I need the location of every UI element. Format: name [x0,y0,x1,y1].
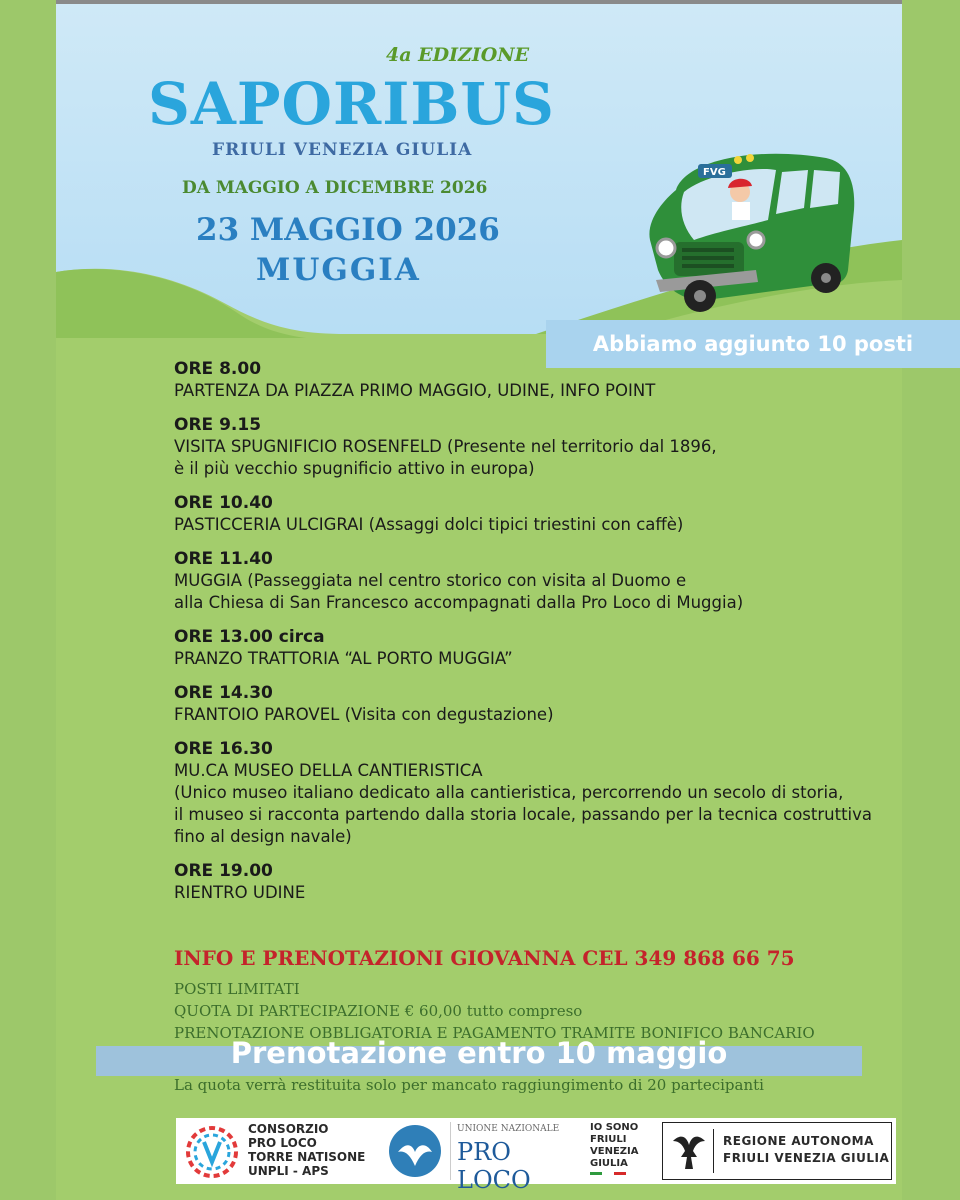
booking-contact: INFO E PRENOTAZIONI GIOVANNA CEL 349 868 66 75 [174,946,795,970]
poster [56,4,902,1200]
note-line: QUOTA DI PARTECIPAZIONE € 60,00 tutto compreso [174,1002,583,1020]
region-subtitle: FRIULI VENEZIA GIULIA [212,140,473,160]
unpli-logo [450,1122,571,1194]
unpli-main-text: PRO LOCO [457,1138,531,1194]
schedule-desc: (Unico museo italiano dedicato alla cantieristica, percorrendo un secolo di storia, [174,783,844,802]
event-title: SAPORIBUS [148,70,555,138]
edition-label: 4a EDIZIONE [386,44,530,66]
io-sono-line: IO SONO [590,1122,639,1133]
io-sono-fvg-logo [590,1122,638,1175]
eagle-emblem-icon [386,1122,444,1180]
schedule-time: ORE 9.15 [174,415,262,435]
schedule-desc: fino al design navale) [174,827,352,846]
schedule-time: ORE 14.30 [174,683,273,703]
schedule-time: ORE 19.00 [174,861,273,881]
booking-notes [174,978,815,1044]
consorzio-line: PRO LOCO [248,1136,317,1150]
schedule-desc: MU.CA MUSEO DELLA CANTIERISTICA [174,761,483,780]
consorzio-line: TORRE NATISONE [248,1150,366,1164]
schedule-desc: PRANZO TRATTORIA “AL PORTO MUGGIA” [174,649,513,668]
consorzio-line: CONSORZIO [248,1122,329,1136]
schedule-desc: PASTICCERIA ULCIGRAI (Assaggi dolci tipici triestini con caffè) [174,515,684,534]
schedule-time: ORE 11.40 [174,549,273,569]
regione-name [723,1133,889,1167]
schedule [174,358,902,916]
schedule-time: ORE 8.00 [174,359,262,379]
unpli-top-text: UNIONE NAZIONALE [457,1124,560,1134]
schedule-time: ORE 10.40 [174,493,273,513]
schedule-time: ORE 16.30 [174,739,273,759]
schedule-desc: alla Chiesa di San Francesco accompagnati dalla Pro Loco di Muggia) [174,593,744,612]
schedule-entry [174,492,902,536]
regione-line: FRIULI VENEZIA GIULIA [723,1151,890,1165]
schedule-desc: VISITA SPUGNIFICIO ROSENFELD (Presente nel territorio dal 1896, [174,437,717,456]
schedule-desc: MUGGIA (Passeggiata nel centro storico con visita al Duomo e [174,571,687,590]
event-date: 23 MAGGIO 2026 [196,212,500,248]
refund-note: La quota verrà restituita solo per mancato raggiungimento di 20 partecipanti [174,1076,764,1094]
regione-eagle-icon [667,1127,711,1175]
schedule-desc: RIENTRO UDINE [174,883,306,902]
io-sono-line: FRIULI [590,1134,627,1145]
schedule-entry [174,414,902,480]
schedule-desc: è il più vecchio spugnificio attivo in europa) [174,459,535,478]
schedule-desc: PARTENZA DA PIAZZA PRIMO MAGGIO, UDINE, INFO POINT [174,381,656,400]
schedule-time: ORE 13.00 circa [174,627,325,647]
event-place: MUGGIA [256,252,421,288]
note-line: PRENOTAZIONE OBBLIGATORIA E PAGAMENTO TRAMITE BONIFICO BANCARIO [174,1024,815,1042]
green-bus-illustration [636,130,866,320]
schedule-entry [174,626,902,670]
regione-logo [662,1122,892,1180]
period-label: DA MAGGIO A DICEMBRE 2026 [182,178,488,198]
bus-plate-text: FVG [703,167,726,178]
io-sono-line: GIULIA [590,1158,628,1169]
booking-deadline-banner: Prenotazione entro 10 maggio [230,1036,728,1070]
consorzio-line: UNPLI - APS [248,1164,329,1178]
schedule-entry [174,682,902,726]
schedule-entry [174,860,902,904]
schedule-entry [174,548,902,614]
schedule-entry [174,738,902,848]
note-line: POSTI LIMITATI [174,980,300,998]
consorzio-logo-icon [184,1124,240,1180]
schedule-desc: FRANTOIO PAROVEL (Visita con degustazione) [174,705,554,724]
regione-line: REGIONE AUTONOMA [723,1134,874,1148]
sponsor-logos-strip [176,1118,896,1194]
consorzio-name [248,1122,365,1178]
added-seats-banner: Abbiamo aggiunto 10 posti [546,320,960,368]
io-sono-line: VENEZIA [590,1146,639,1157]
schedule-desc: il museo si racconta partendo dalla storia locale, passando per la tecnica costruttiva [174,805,873,824]
